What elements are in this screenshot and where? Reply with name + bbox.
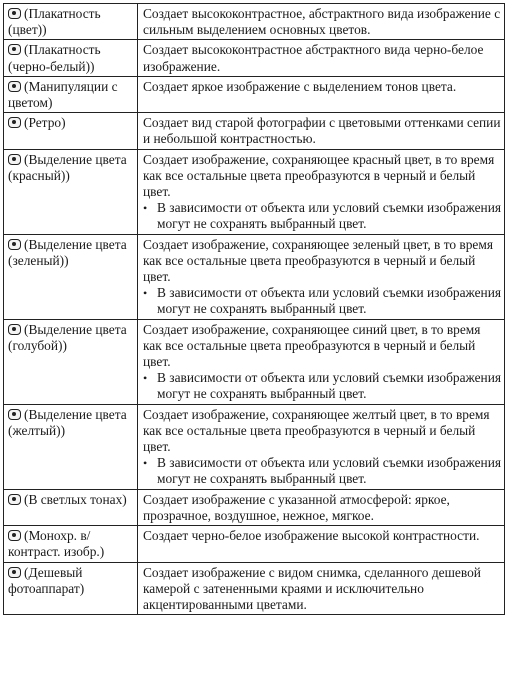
effect-name: (Выделение цвета (красный))	[8, 151, 127, 183]
partial-color-green-icon	[8, 239, 21, 250]
effect-description-cell	[138, 4, 505, 40]
effect-note	[143, 285, 502, 317]
effect-description: Создает высококонтрастное абстрактного вида черно-белое изображение.	[143, 42, 484, 74]
effect-description: Создает высококонтрастное, абстрактного вида изображение с сильным выделением основных цветов.	[143, 6, 501, 38]
effect-name-cell	[4, 40, 138, 76]
toy-camera-icon	[8, 567, 21, 578]
effect-note-text: В зависимости от объекта или условий съемки изображения могут не сохранять выбранный цвет.	[157, 285, 502, 317]
effect-note-text: В зависимости от объекта или условий съемки изображения могут не сохранять выбранный цвет.	[157, 455, 502, 487]
effect-description-cell	[138, 526, 505, 562]
effect-name-cell	[4, 319, 138, 404]
effect-description: Создает изображение, сохраняющее синий цвет, в то время как все остальные цвета преобразуются в черный и белый цвет.	[143, 321, 481, 370]
effect-name: (Выделение цвета (зеленый))	[8, 236, 127, 268]
effect-name: (Дешевый фотоаппарат)	[8, 564, 85, 596]
effect-description: Создает черно-белое изображение высокой контрастности.	[143, 528, 480, 544]
partial-color-yellow-icon	[8, 409, 21, 420]
effect-name: (Манипуляции с цветом)	[8, 78, 118, 111]
effect-name: (Монохр. в/контраст. изобр.)	[8, 528, 105, 560]
bullet-icon: •	[143, 201, 148, 216]
effect-description: Создает изображение с указанной атмосферой: яркое, прозрачное, воздушное, нежное, мягкое.	[143, 491, 450, 523]
effect-note	[143, 370, 502, 402]
effect-name-cell	[4, 76, 138, 112]
bullet-icon: •	[143, 286, 148, 301]
retro-icon	[8, 117, 21, 128]
effect-note-text: В зависимости от объекта или условий съемки изображения могут не сохранять выбранный цвет.	[157, 370, 502, 402]
effect-name-cell	[4, 562, 138, 615]
bullet-icon: •	[143, 456, 148, 471]
effect-description-cell	[138, 113, 505, 149]
effect-description: Создает яркое изображение с выделением тонов цвета.	[143, 78, 457, 94]
effect-name: (Плакатность (черно-белый))	[8, 42, 101, 74]
table-row	[4, 489, 505, 525]
effect-name-cell	[4, 526, 138, 562]
effect-name-cell	[4, 404, 138, 489]
effect-description: Создает изображение, сохраняющее красный цвет, в то время как все остальные цвета преобразуются в черный и белый цвет.	[143, 151, 495, 200]
effect-description: Создает вид старой фотографии с цветовыми оттенками сепии и небольшой контрастностью.	[143, 115, 501, 147]
bullet-icon: •	[143, 371, 148, 386]
effect-description-cell	[138, 40, 505, 76]
table-row	[4, 526, 505, 562]
effect-note	[143, 200, 502, 232]
table-row	[4, 562, 505, 615]
partial-color-red-icon	[8, 154, 21, 165]
effect-description-cell	[138, 489, 505, 525]
effect-description-cell	[138, 404, 505, 489]
table-row	[4, 76, 505, 112]
effect-name-cell	[4, 234, 138, 319]
effect-description: Создает изображение, сохраняющее зеленый цвет, в то время как все остальные цвета преобразуются в черный и белый цвет.	[143, 236, 494, 285]
effect-description-cell	[138, 234, 505, 319]
effect-description-cell	[138, 319, 505, 404]
effect-description-cell	[138, 149, 505, 234]
effect-name: (В светлых тонах)	[24, 491, 127, 507]
partial-color-blue-icon	[8, 324, 21, 335]
effect-name-cell	[4, 113, 138, 149]
effect-note	[143, 455, 502, 487]
effect-name-cell	[4, 489, 138, 525]
effect-description-cell	[138, 76, 505, 112]
table-row	[4, 113, 505, 149]
table-row	[4, 319, 505, 404]
high-contrast-mono-icon	[8, 530, 21, 541]
poster-bw-icon	[8, 44, 21, 55]
table-row	[4, 40, 505, 76]
effect-name: (Выделение цвета (желтый))	[8, 406, 127, 438]
effect-description: Создает изображение с видом снимка, сделанного дешевой камерой с затененными краями и исключительно акцентированными цветами.	[143, 564, 481, 612]
effect-description: Создает изображение, сохраняющее желтый цвет, в то время как все остальные цвета преобразуются в черный и белый цвет.	[143, 406, 490, 455]
effect-name: (Выделение цвета (голубой))	[8, 321, 127, 353]
table-row	[4, 149, 505, 234]
effect-name: (Плакатность (цвет))	[8, 6, 101, 38]
effect-description-cell	[138, 562, 505, 615]
pop-color-icon	[8, 81, 21, 92]
picture-effect-table	[3, 3, 505, 615]
table-row	[4, 404, 505, 489]
effect-name-cell	[4, 149, 138, 234]
effect-name: (Ретро)	[24, 115, 66, 131]
effect-note-text: В зависимости от объекта или условий съемки изображения могут не сохранять выбранный цвет.	[157, 200, 502, 232]
poster-color-icon	[8, 8, 21, 19]
table-row	[4, 234, 505, 319]
soft-high-key-icon	[8, 494, 21, 505]
effect-name-cell	[4, 4, 138, 40]
table-row	[4, 4, 505, 40]
